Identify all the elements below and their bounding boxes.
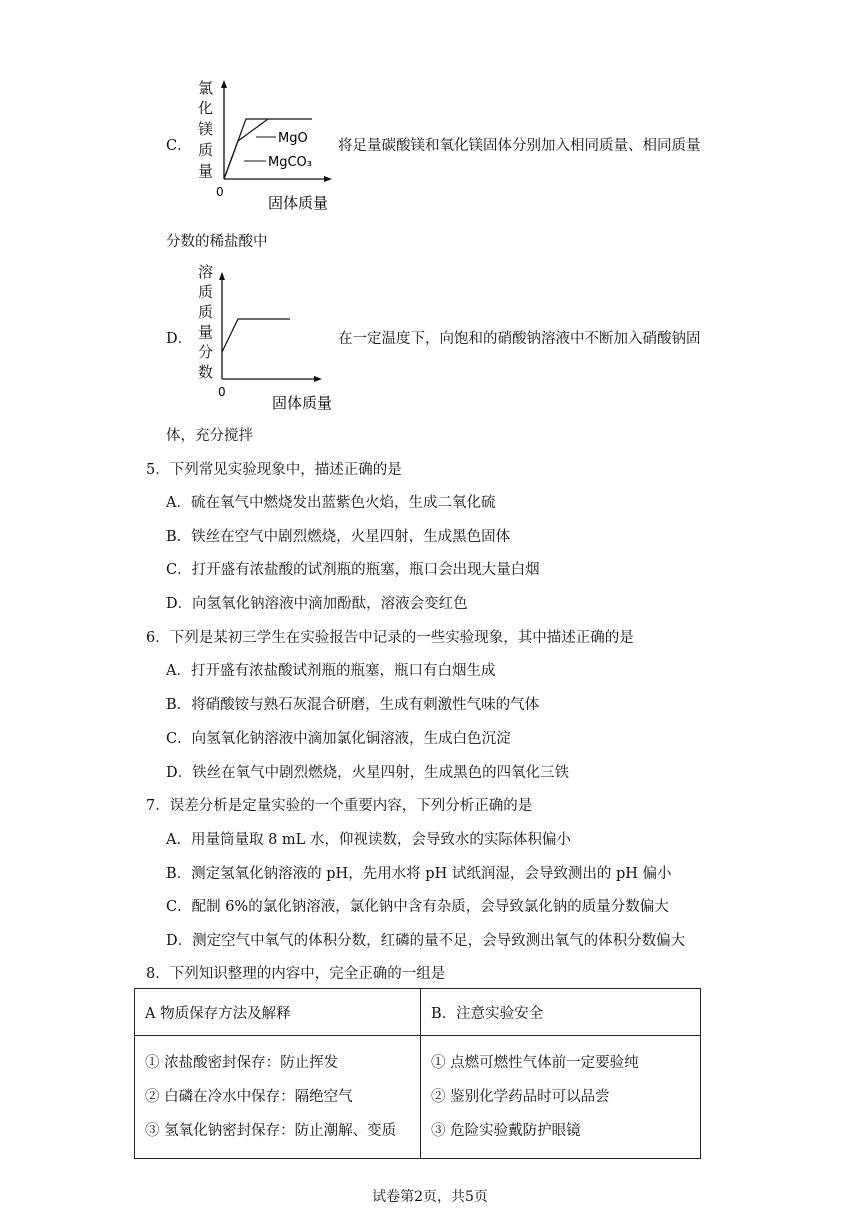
q6-option-b: B．将硝酸铵与熟石灰混合研磨，生成有刺激性气味的气体 xyxy=(166,697,540,713)
option-c-ylabel-4: 量 xyxy=(198,162,214,180)
q7-option-b: B．测定氢氧化钠溶液的 pH，先用水将 pH 试纸润湿，会导致测出的 pH 偏小 xyxy=(166,866,672,882)
table-b-item-1: ① 点燃可燃性气体前一定要验纯 xyxy=(431,1055,639,1071)
table-a-item-1: ① 浓盐酸密封保存：防止挥发 xyxy=(145,1055,339,1071)
option-c-ylabel-0: 氯 xyxy=(198,79,214,97)
curve-mgco3 xyxy=(224,119,312,179)
option-c-ylabel-3: 质 xyxy=(198,141,214,159)
option-c-graph xyxy=(194,76,334,216)
q6-stem: 6．下列是某初三学生在实验报告中记录的一些实验现象，其中描述正确的是 xyxy=(146,630,634,646)
y-axis-arrow xyxy=(219,272,225,280)
q5-option-b: B．铁丝在空气中剧烈燃烧，火星四射，生成黑色固体 xyxy=(166,529,511,545)
origin-label: 0 xyxy=(218,385,226,399)
option-d-ylabel-5: 数 xyxy=(198,363,214,381)
table-cell-b xyxy=(421,1036,701,1159)
table-b-item-3: ③ 危险实验戴防护眼镜 xyxy=(431,1123,581,1139)
table-a-item-3: ③ 氢氧化钠密封保存：防止潮解、变质 xyxy=(145,1123,397,1139)
option-d-ylabel-2: 质 xyxy=(198,303,214,321)
option-d-ylabel-4: 分 xyxy=(198,343,214,361)
curve-solute-fraction xyxy=(222,319,290,352)
option-c-letter: C． xyxy=(166,138,192,154)
table-b-item-2: ② 鉴别化学药品时可以品尝 xyxy=(431,1089,610,1105)
option-d-ylabel-3: 量 xyxy=(198,323,214,341)
curve-mgo xyxy=(224,119,268,179)
option-d-graph xyxy=(194,262,340,414)
q6-option-d: D．铁丝在氧气中剧烈燃烧，火星四射，生成黑色的四氧化三铁 xyxy=(166,765,570,781)
q7-option-a: A．用量筒量取 8 mL 水，仰视读数，会导致水的实际体积偏小 xyxy=(166,832,571,848)
x-axis-label: 固体质量 xyxy=(272,394,333,412)
x-axis-arrow xyxy=(314,376,322,382)
q6-option-a: A．打开盛有浓盐酸试剂瓶的瓶塞，瓶口有白烟生成 xyxy=(166,663,496,679)
option-d-ylabel-0: 溶 xyxy=(198,263,214,281)
option-c-text: 将足量碳酸镁和氧化镁固体分别加入相同质量、相同质量 xyxy=(338,138,701,154)
option-c-ylabel-1: 化 xyxy=(198,99,214,117)
x-axis-arrow xyxy=(324,176,332,182)
knowledge-table xyxy=(134,988,701,1159)
q7-option-d: D．测定空气中氧气的体积分数，红磷的量不足，会导致测出氧气的体积分数偏大 xyxy=(166,933,686,949)
option-d-text: 在一定温度下，向饱和的硝酸钠溶液中不断加入硝酸钠固 xyxy=(338,331,701,347)
option-d-text-cont: 体，充分搅拌 xyxy=(166,428,253,444)
table-header-b: B．注意实验安全 xyxy=(421,989,701,1036)
option-d-letter: D． xyxy=(166,331,193,347)
origin-label: 0 xyxy=(216,185,224,199)
q5-option-a: A．硫在氧气中燃烧发出蓝紫色火焰，生成二氧化硫 xyxy=(166,495,496,511)
q8-stem: 8．下列知识整理的内容中，完全正确的一组是 xyxy=(146,966,446,982)
q5-option-d: D．向氢氧化钠溶液中滴加酚酞，溶液会变红色 xyxy=(166,596,468,612)
q5-option-c: C．打开盛有浓盐酸的试剂瓶的瓶塞，瓶口会出现大量白烟 xyxy=(166,562,540,578)
table-cell-a xyxy=(135,1036,421,1159)
series-label-mgo: MgO xyxy=(278,131,308,146)
x-axis-label: 固体质量 xyxy=(268,194,329,212)
y-axis-arrow xyxy=(221,80,227,88)
q7-stem: 7．误差分析是定量实验的一个重要内容，下列分析正确的是 xyxy=(146,798,533,814)
option-c-ylabel-2: 镁 xyxy=(198,120,214,138)
option-d-ylabel-1: 质 xyxy=(198,283,214,301)
q6-option-c: C．向氢氧化钠溶液中滴加氯化铜溶液，生成白色沉淀 xyxy=(166,731,511,747)
table-header-a: A 物质保存方法及解释 xyxy=(135,989,421,1036)
series-label-mgco3: MgCO₃ xyxy=(268,155,312,170)
page-footer: 试卷第2页，共5页 xyxy=(372,1189,488,1205)
q7-option-c: C．配制 6%的氯化钠溶液，氯化钠中含有杂质，会导致氯化钠的质量分数偏大 xyxy=(166,899,669,915)
table-a-item-2: ② 白磷在冷水中保存：隔绝空气 xyxy=(145,1089,353,1105)
option-c-text-cont: 分数的稀盐酸中 xyxy=(166,234,268,250)
q5-stem: 5．下列常见实验现象中，描述正确的是 xyxy=(146,462,402,478)
